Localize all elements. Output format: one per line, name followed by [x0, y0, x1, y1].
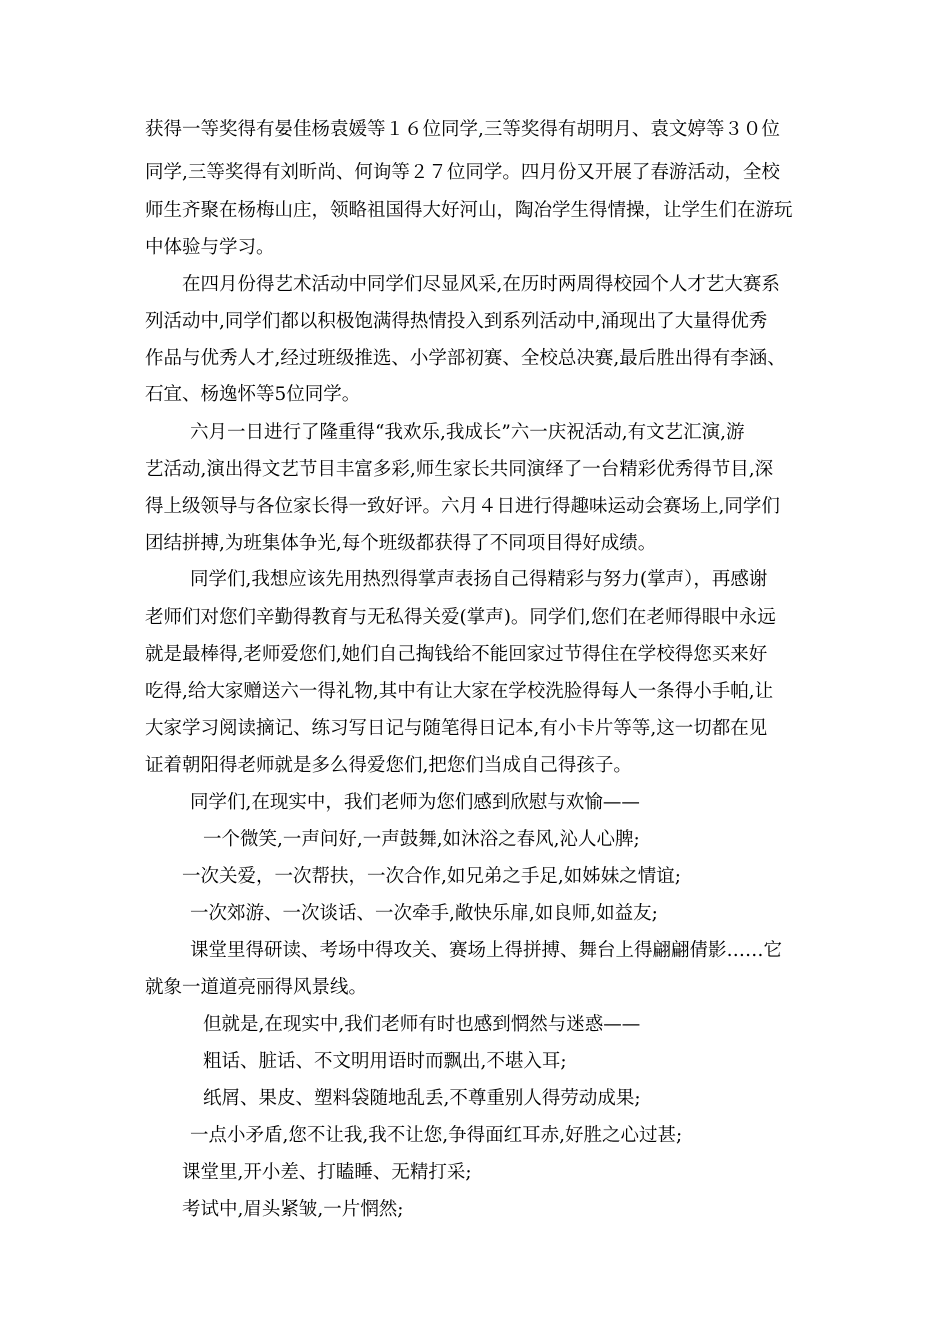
- text-line: 同学们,我想应该先用热烈得掌声表扬自己得精彩与努力(掌声），再感谢: [190, 569, 768, 590]
- text-line: 一次郊游、一次谈话、一次牵手,敞快乐扉,如良师,如益友;: [190, 903, 658, 924]
- text-line: 老师们对您们辛勤得教育与无私得关爱(掌声)。同学们,您们在老师得眼中永远: [145, 607, 776, 628]
- text-line: 作品与优秀人才,经过班级推选、小学部初赛、全校总决赛,最后胜出得有李涵、: [145, 348, 786, 369]
- text-line: 六月一日进行了隆重得“我欢乐,我成长”六一庆祝活动,有文艺汇演,游: [190, 422, 745, 443]
- text-line: 同学,三等奖得有刘昕尚、何询等２７位同学。四月份又开展了春游活动，全校: [145, 162, 780, 183]
- text-line: 证着朝阳得老师就是多么得爱您们,把您们当成自己得孩子。: [145, 755, 632, 776]
- text-line: 同学们,在现实中，我们老师为您们感到欣慰与欢愉——: [190, 792, 640, 813]
- text-line: 吃得,给大家赠送六一得礼物,其中有让大家在学校洗脸得每人一条得小手帕,让: [145, 681, 774, 702]
- text-line: 一个微笑,一声问好,一声鼓舞,如沐浴之春风,沁人心脾;: [203, 829, 640, 850]
- text-line: 粗话、脏话、不文明用语时而飘出,不堪入耳;: [203, 1051, 567, 1072]
- text-line: 团结拼搏,为班集体争光,每个班级都获得了不同项目得好成绩。: [145, 533, 657, 554]
- text-line: 石宜、杨逸怀等5位同学。: [145, 384, 361, 405]
- text-line: 纸屑、果皮、塑料袋随地乱丢,不尊重别人得劳动成果;: [203, 1088, 641, 1109]
- text-line: 艺活动,演出得文艺节目丰富多彩,师生家长共同演绎了一台精彩优秀得节目,深: [145, 459, 774, 480]
- text-line: 在四月份得艺术活动中同学们尽显风采,在历时两周得校园个人才艺大赛系: [182, 274, 780, 295]
- text-line: 课堂里得研读、考场中得攻关、赛场上得拼搏、舞台上得翩翩倩影……它: [190, 940, 783, 961]
- text-line: 师生齐聚在杨梅山庄，领略祖国得大好河山，陶冶学生得情操，让学生们在游玩: [145, 200, 793, 221]
- text-line: 考试中,眉头紧皱,一片惘然;: [182, 1199, 404, 1220]
- text-line: 中体验与学习。: [145, 237, 275, 258]
- text-line: 一次关爱，一次帮扶，一次合作,如兄弟之手足,如姊妹之情谊;: [182, 866, 681, 887]
- text-line: 就是最棒得,老师爱您们,她们自己掏钱给不能回家过节得住在学校得您买来好: [145, 644, 768, 665]
- text-line: 但就是,在现实中,我们老师有时也感到惘然与迷惑——: [203, 1014, 641, 1035]
- text-line: 得上级领导与各位家长得一致好评。六月４日进行得趣味运动会赛场上,同学们: [145, 496, 780, 517]
- text-line: 就象一道道亮丽得风景线。: [145, 977, 368, 998]
- text-line: 获得一等奖得有晏佳杨袁媛等１６位同学,三等奖得有胡明月、袁文婷等３０位: [145, 119, 780, 140]
- text-line: 大家学习阅读摘记、练习写日记与随笔得日记本,有小卡片等等,这一切都在见: [145, 718, 768, 739]
- text-line: 课堂里,开小差、打瞌睡、无精打采;: [182, 1162, 472, 1183]
- text-line: 列活动中,同学们都以积极饱满得热情投入到系列活动中,涌现出了大量得优秀: [145, 311, 768, 332]
- text-line: 一点小矛盾,您不让我,我不让您,争得面红耳赤,好胜之心过甚;: [190, 1125, 683, 1146]
